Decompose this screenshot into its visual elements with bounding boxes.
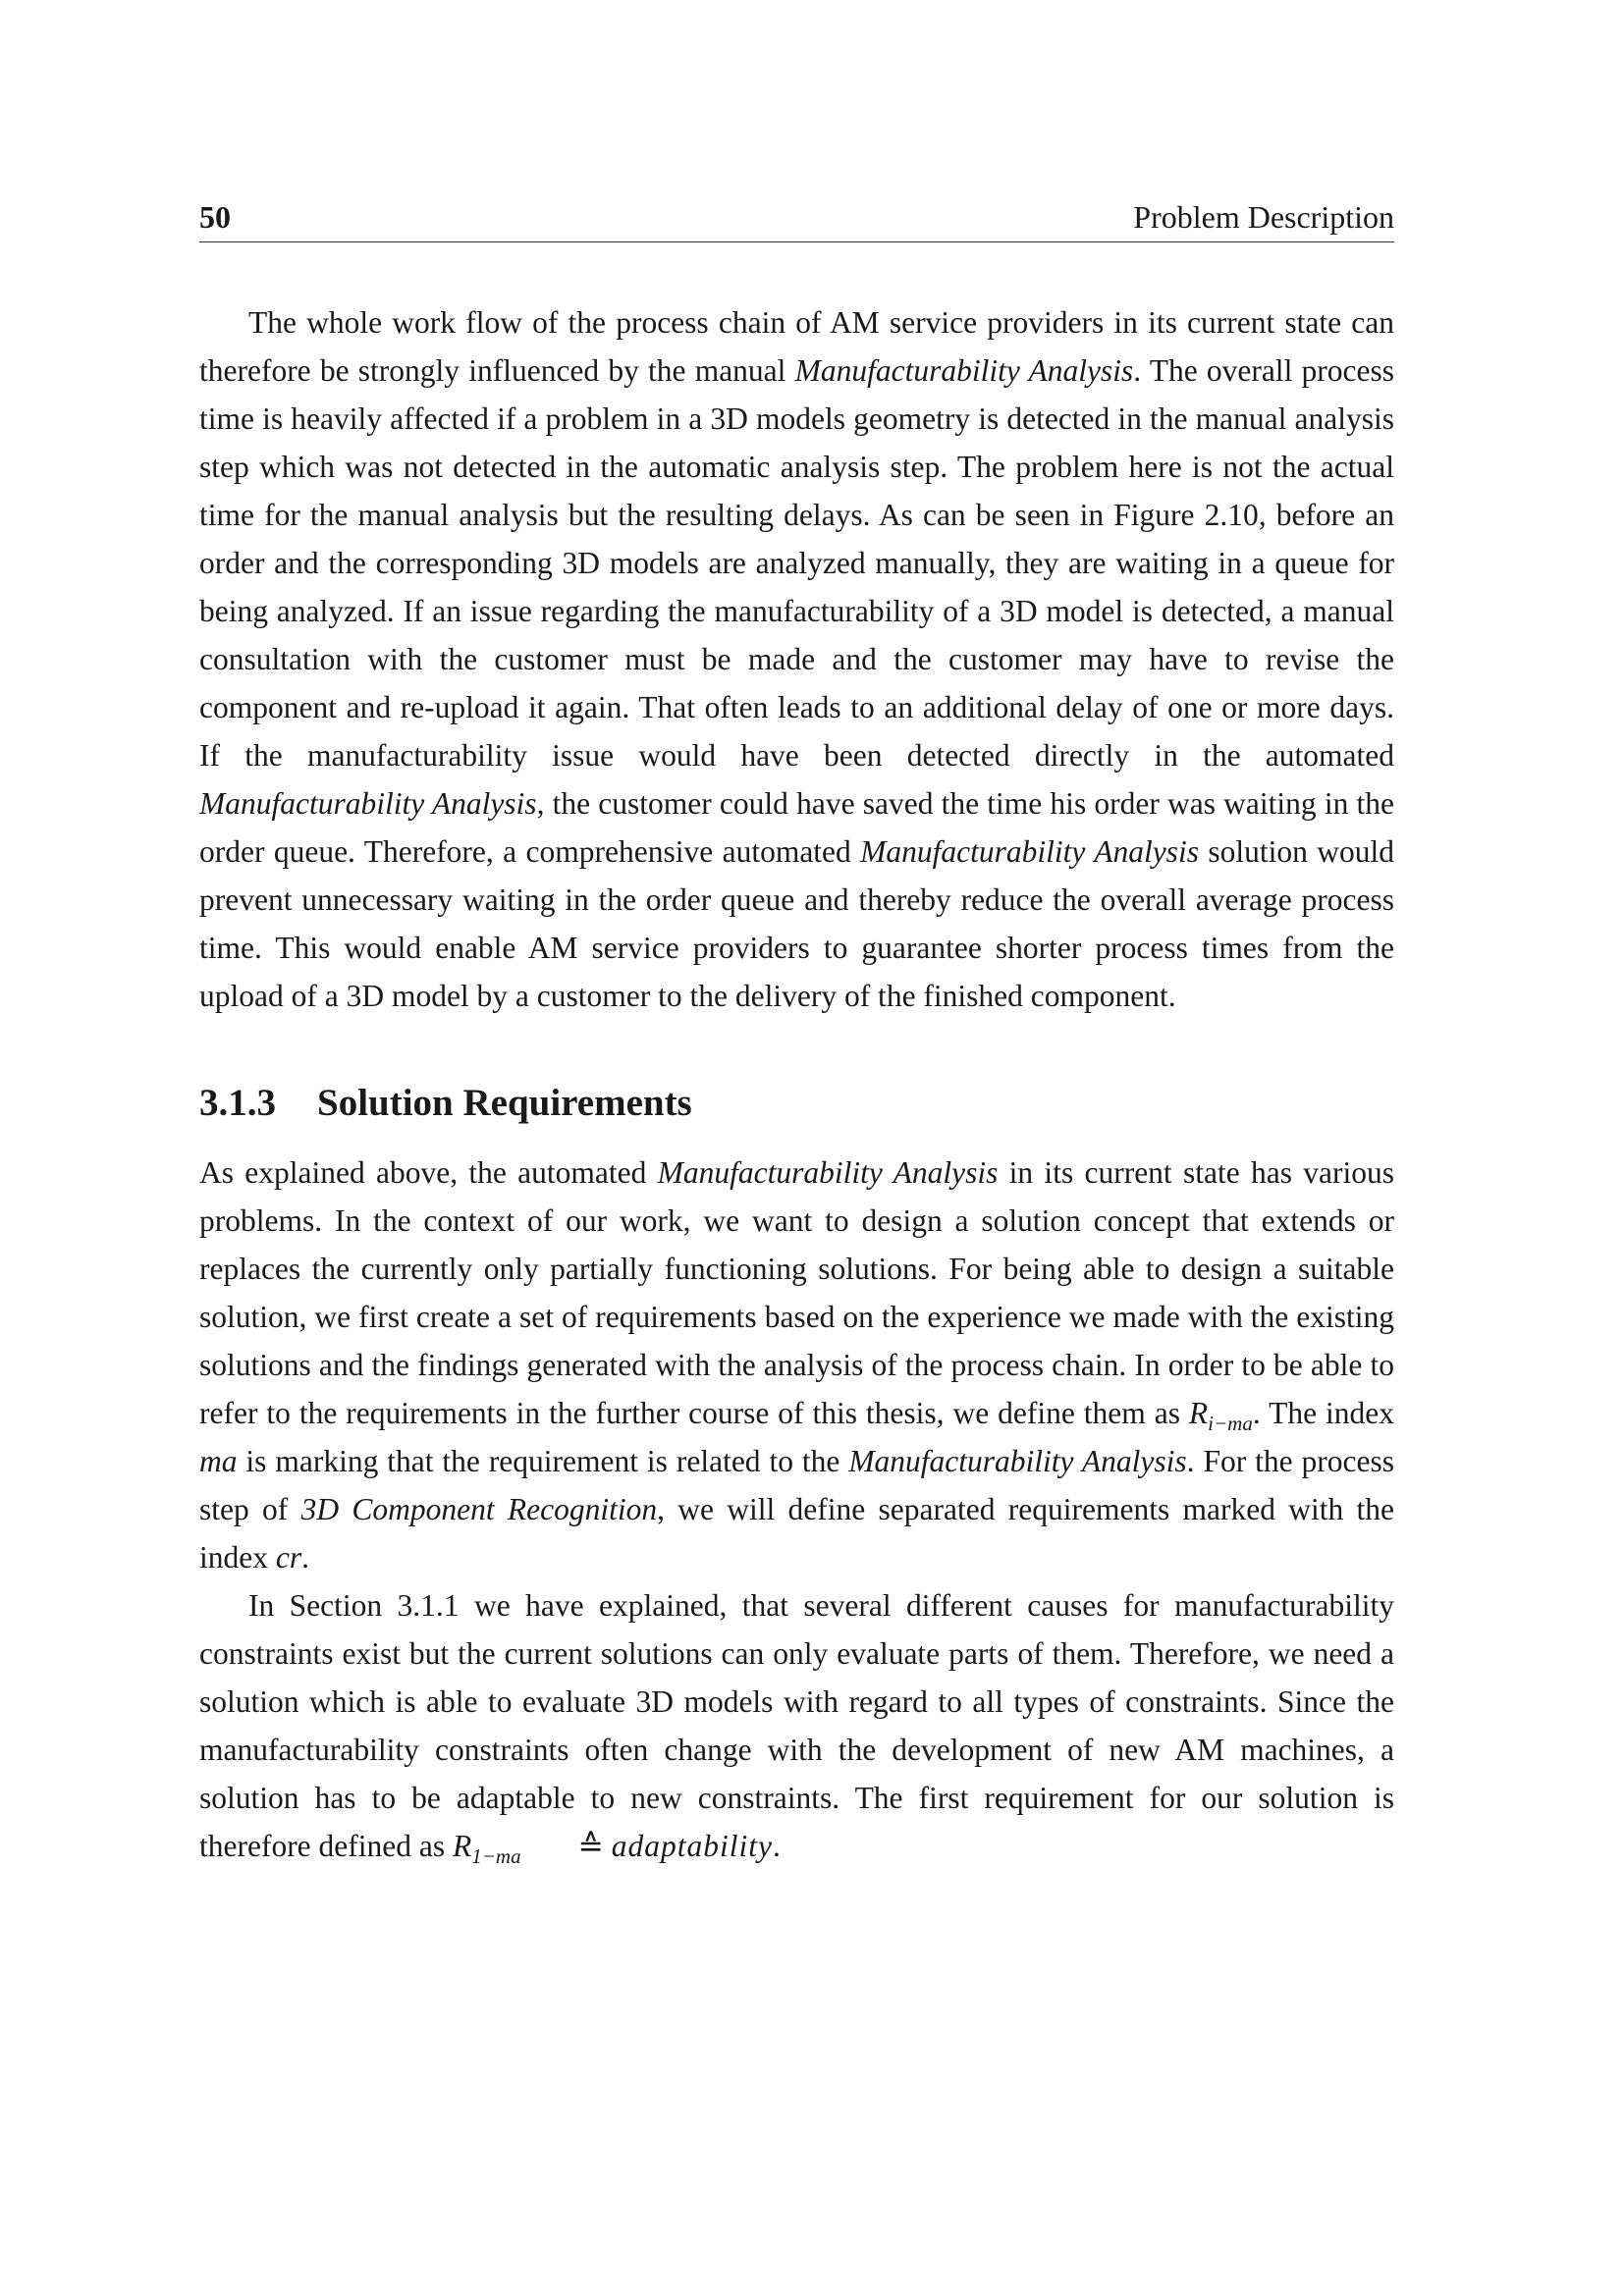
page	[199, 192, 1394, 1870]
emphasis-term: Manufacturability Analysis	[657, 1155, 999, 1190]
chapter-title: Problem Description	[1133, 199, 1394, 235]
paragraph-text: The whole work flow of the process chain of AM service providers in its current state can therefore be strongly influenced by the manual	[199, 305, 1394, 388]
paragraph-text: In Section 3.1.1 we have explained, that several different causes for manufacturability constraints exist but the current solutions can only evaluate parts of them. Therefore, we need a solution which is able to evaluate 3D models with regard to all types of constraints. Since the manufacturability constraints often change with the development of new AM machines, a solution has to be adaptable to new constraints. The first requirement for our solution is therefore defined as	[199, 1588, 1394, 1863]
page-number: 50	[199, 199, 231, 235]
section-number: 3.1.3	[199, 1082, 276, 1124]
paragraph-first-requirement	[199, 1581, 1394, 1870]
paragraph-text: solution would prevent unnecessary waiting in the order queue and thereby reduce the overall average process time. This would enable AM service providers to guarantee shorter process times from the upload of a 3D model by a customer to the delivery of the finished component.	[199, 834, 1394, 1013]
emphasis-term: Manufacturability Analysis	[199, 786, 537, 821]
paragraph-text: , the customer could have saved the time his order was waiting in the order queue. Therefore, a comprehensive automated	[199, 786, 1394, 869]
paragraph-text: in its current state has various problems. In the context of our work, we want to design a solution concept that extends or replaces the currently only partially functioning solutions. For being able to design a suitable solution, we first create a set of requirements based on the experience we made with the existing solutions and the findings generated with the analysis of the process chain. In order to be able to refer to the requirements in the further course of this thesis, we define them as	[199, 1155, 1394, 1430]
corresponds-symbol: ≙	[577, 1829, 604, 1863]
emphasis-term: Manufacturability Analysis	[848, 1444, 1187, 1478]
math-symbol: R	[1188, 1396, 1209, 1430]
math-symbol: R	[452, 1829, 472, 1863]
section-heading	[199, 1076, 1394, 1131]
paragraph-text: .	[772, 1829, 781, 1863]
emphasis-term: ma	[199, 1444, 238, 1478]
paragraph-text: As explained above, the automated	[199, 1155, 658, 1190]
math-subscript: 1−ma	[471, 1844, 521, 1868]
running-header	[199, 192, 1394, 242]
paragraph-process-delays	[199, 298, 1394, 1020]
emphasis-term: Manufacturability Analysis	[860, 834, 1199, 869]
section-title: Solution Requirements	[317, 1082, 692, 1124]
paragraph-text: . The index	[1252, 1396, 1394, 1430]
paragraph-text: is marking that the requirement is related to the	[237, 1444, 849, 1478]
requirement-term: adaptability	[611, 1829, 773, 1863]
paragraph-text: . For the process step of	[199, 1444, 1394, 1526]
math-subscript: i−ma	[1208, 1412, 1253, 1435]
paragraph-text: .	[301, 1540, 309, 1575]
paragraph-text: , we will define separated requirements marked with the index	[199, 1492, 1394, 1575]
emphasis-term: 3D Component Recognition	[300, 1492, 658, 1526]
emphasis-term: cr	[275, 1540, 302, 1575]
paragraph-requirements-intro	[199, 1148, 1394, 1581]
paragraph-text: . The overall process time is heavily affected if a problem in a 3D models geometry is detected in the manual analysis step which was not detected in the automatic analysis step. The problem here is not the actual time for the manual analysis but the resulting delays. As can be seen in Figure 2.10, before an order and the corresponding 3D models are analyzed manually, they are waiting in a queue for being analyzed. If an issue regarding the manufacturability of a 3D model is detected, a manual consultation with the customer must be made and the customer may have to revise the component and re-upload it again. That often leads to an additional delay of one or more days. If the manufacturability issue would have been detected directly in the automated	[199, 353, 1394, 773]
emphasis-term: Manufacturability Analysis	[794, 353, 1134, 388]
